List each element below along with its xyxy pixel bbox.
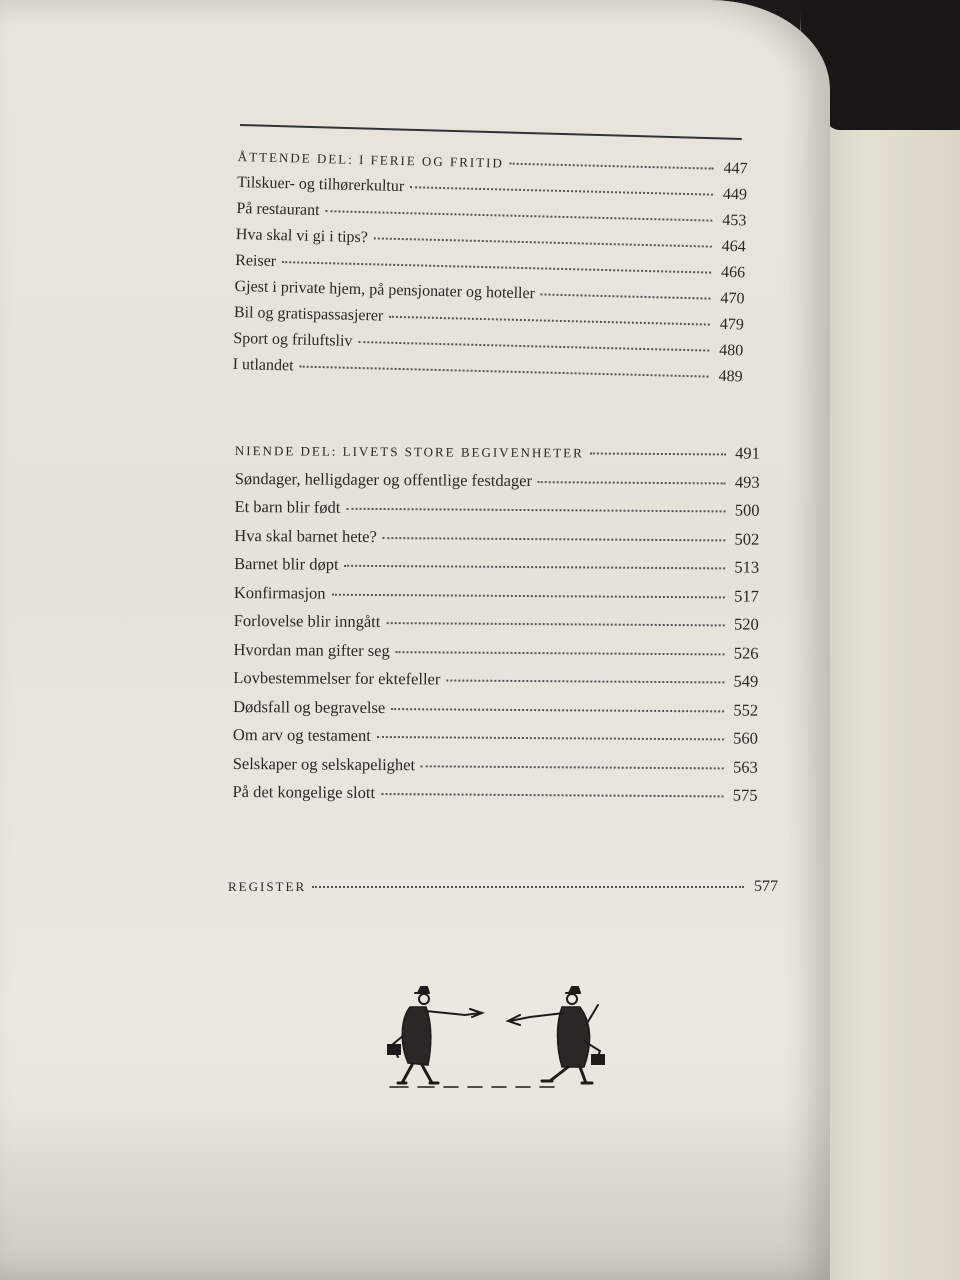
leader-dots: [358, 341, 709, 352]
toc-entry: [233, 725, 758, 757]
toc-entry-page: 502: [734, 528, 760, 549]
toc-entry-page: 470: [720, 289, 745, 308]
toc-entry: [234, 525, 759, 557]
toc-entry-page: 500: [734, 500, 760, 520]
leader-dots: [446, 679, 724, 683]
leader-dots: [282, 261, 711, 273]
toc-entry-page: 449: [722, 185, 748, 204]
toc-entry-title: Søndager, helligdager og offentlige festdager: [234, 468, 533, 490]
toc-entry-title: Reiser: [235, 251, 277, 270]
leader-dots: [590, 452, 726, 455]
leader-dots: [541, 293, 711, 299]
toc-entry: [232, 782, 757, 814]
leader-dots: [300, 366, 709, 378]
section-heading: [235, 440, 760, 472]
section-heading-page: 447: [723, 159, 748, 178]
leader-dots: [345, 565, 726, 570]
toc-entry-page: 479: [719, 315, 745, 334]
leader-dots: [391, 708, 724, 712]
toc-entry-title: Hva skal barnet hete?: [234, 525, 377, 546]
toc-entry-page: 513: [734, 557, 760, 577]
toc-entry: [233, 639, 758, 671]
toc-entry-title: Lovbestemmelser for ektefeller: [233, 667, 441, 689]
toc-entry-page: 526: [733, 642, 759, 663]
toc-entry-page: 560: [733, 728, 758, 748]
toc-entry-title: Dødsfall og begravelse: [233, 696, 386, 717]
toc-entry-title: På restaurant: [236, 199, 320, 220]
toc-entry-page: 549: [733, 671, 759, 691]
toc-register: [228, 878, 778, 904]
toc-section-niende: [232, 440, 760, 814]
leader-dots: [346, 508, 725, 513]
toc-entry-title: I utlandet: [232, 355, 294, 375]
toc-entry: [233, 753, 758, 785]
toc-entry-title: Bil og gratispassasjerer: [233, 303, 384, 325]
toc-entry-title: Sport og friluftsliv: [233, 329, 353, 350]
section-heading-page: 491: [735, 443, 760, 463]
toc-entry-title: Gjest i private hjem, på pensjonater og hoteller: [234, 277, 536, 303]
leader-dots: [326, 210, 713, 221]
leader-dots: [396, 651, 725, 655]
leader-dots: [374, 237, 712, 247]
leader-dots: [312, 886, 744, 888]
toc-entry-page: 493: [734, 471, 760, 492]
toc-entry: [235, 468, 760, 500]
leader-dots: [332, 593, 725, 598]
toc-entry-page: 453: [722, 211, 747, 230]
leader-dots: [389, 316, 710, 326]
toc-entry-title: Om arv og testament: [232, 724, 371, 745]
toc-entry-title: Hva skal vi gi i tips?: [235, 225, 369, 247]
toc-entry-title: Hvordan man gifter seg: [233, 639, 390, 660]
toc-entry-title: Selskaper og selskapelighet: [232, 753, 416, 774]
two-men-greeting-illustration-icon: [370, 975, 630, 1095]
toc-entry-page: 575: [732, 785, 758, 805]
toc-section-attende: [232, 148, 748, 394]
toc-entry-title: På det kongelige slott: [232, 781, 376, 802]
leader-dots: [538, 481, 726, 484]
register-page: 577: [754, 878, 778, 895]
register-line: [228, 878, 778, 904]
toc-entry-page: 563: [732, 756, 758, 777]
toc-entry-page: 466: [720, 263, 746, 282]
toc-entry-page: 464: [721, 237, 746, 256]
toc-entry: [234, 554, 759, 586]
section-heading-title: NIENDE DEL: LIVETS STORE BEGIVENHETER: [234, 442, 584, 461]
toc-entry-title: Konfirmasjon: [233, 582, 326, 603]
toc-entry-page: 480: [718, 341, 744, 360]
toc-entry-title: Et barn blir født: [234, 496, 341, 517]
section-heading-title: ÅTTENDE DEL: I FERIE OG FRITID: [237, 148, 505, 171]
leader-dots: [510, 163, 714, 170]
leader-dots: [421, 765, 724, 769]
register-title: REGISTER: [228, 879, 307, 894]
leader-dots: [377, 736, 724, 740]
toc-entry-title: Tilskuer- og tilhørerkultur: [236, 173, 405, 196]
toc-entry-page: 552: [733, 699, 759, 720]
toc-entry-page: 517: [734, 585, 759, 606]
leader-dots: [410, 186, 713, 195]
leader-dots: [381, 793, 723, 797]
toc-entry: [233, 668, 758, 700]
toc-entry: [233, 696, 758, 728]
toc-entry-title: Barnet blir døpt: [234, 553, 339, 574]
toc-entry-page: 520: [733, 614, 759, 634]
toc-entry: [234, 582, 759, 614]
toc-entry: [234, 497, 759, 529]
top-rule: [240, 124, 742, 140]
leader-dots: [383, 537, 726, 541]
toc-entry: [234, 611, 759, 643]
toc-entry-page: 489: [718, 367, 743, 386]
toc-entry-title: Forlovelse blir inngått: [233, 610, 381, 632]
leader-dots: [386, 622, 724, 626]
